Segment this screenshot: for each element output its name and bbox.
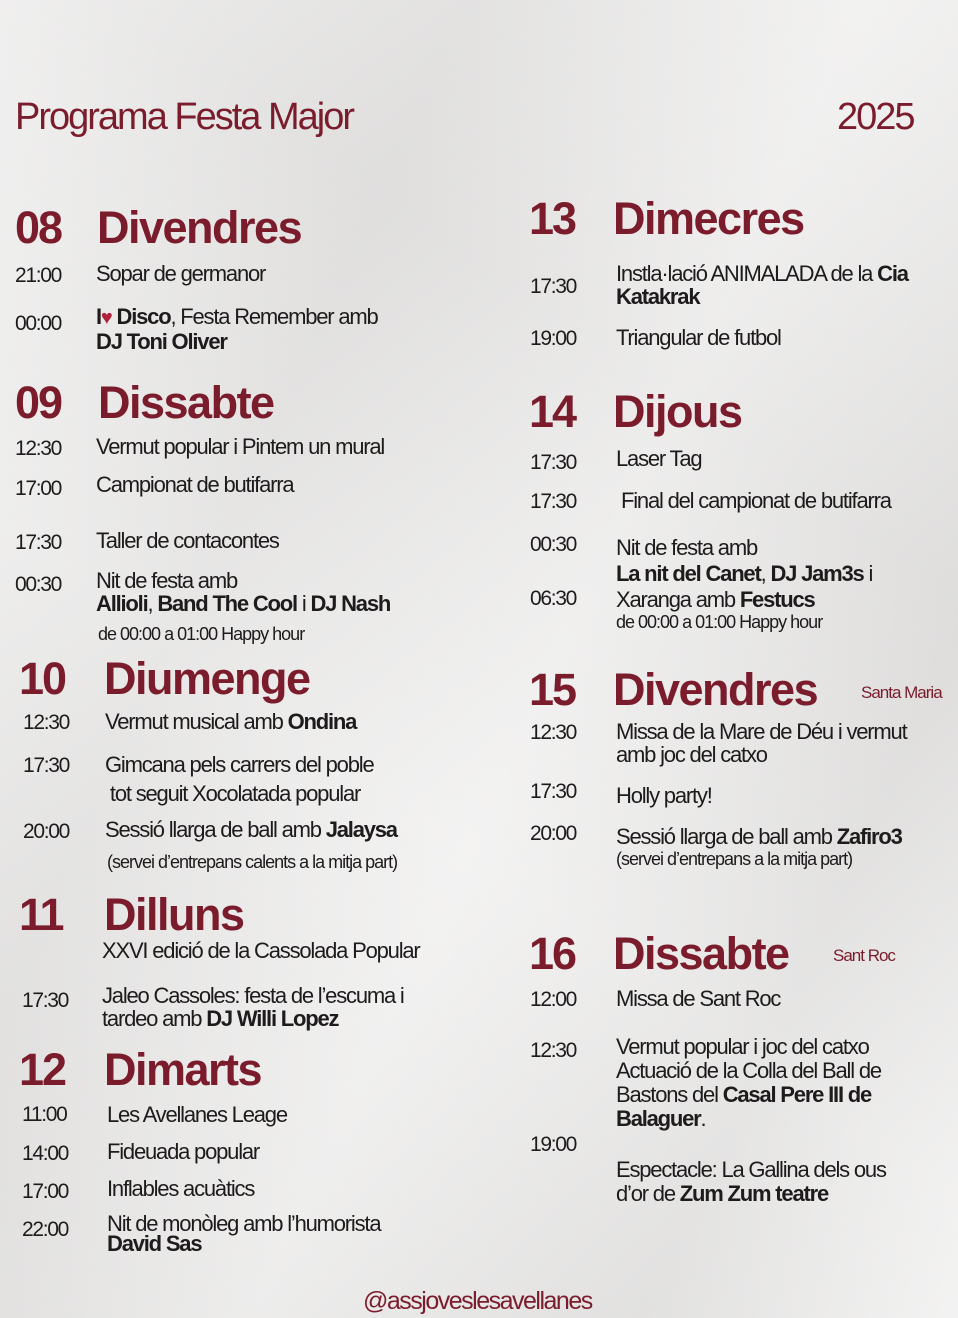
event-text: XXVI edició de la Cassolada Popular <box>102 938 420 963</box>
event-time: 12:30 <box>530 1039 577 1062</box>
event-text: Laser Tag <box>616 446 702 471</box>
event-time: 14:00 <box>22 1142 69 1165</box>
event-time: 17:00 <box>15 477 62 500</box>
social-handle: @assjoveslesavellanes <box>363 1287 592 1315</box>
day-name: Dimecres <box>613 193 804 244</box>
day-number: 10 <box>19 653 66 704</box>
day-name: Divendres <box>97 202 302 253</box>
event-text: Nit de festa amb La nit del Canet, DJ Jam3s i Xaranga amb Festucs <box>616 535 873 612</box>
day-number: 11 <box>19 889 63 940</box>
event-text: Campionat de butifarra <box>96 472 294 497</box>
day-number: 13 <box>529 193 576 244</box>
page-year: 2025 <box>837 96 914 138</box>
day-name: Diumenge <box>104 653 310 704</box>
event-text: Instla·lació ANIMALADA de la Cia Katakrak <box>616 261 908 309</box>
event-time: 17:30 <box>23 754 70 777</box>
day-number: 08 <box>15 202 62 253</box>
event-time: 20:00 <box>530 822 577 845</box>
event-time: 00:00 <box>15 312 62 335</box>
day-number: 16 <box>529 928 576 979</box>
event-time: 21:00 <box>15 264 62 287</box>
event-time: 17:30 <box>530 780 577 803</box>
event-time: 00:30 <box>530 533 577 556</box>
event-text: Sessió llarga de ball amb Zafiro3 <box>616 824 902 849</box>
event-text: Nit de festa amb Allioli, Band The Cool i DJ Nash <box>96 568 391 616</box>
event-text: Triangular de futbol <box>616 325 781 350</box>
page-title: Programa Festa Major <box>15 96 354 138</box>
day-name: Dilluns <box>104 889 244 940</box>
day-name: Dimarts <box>104 1044 262 1095</box>
event-text: Jaleo Cassoles: festa de l’escuma i tardeo amb DJ Willi Lopez <box>102 983 404 1031</box>
event-time: 12:30 <box>530 721 577 744</box>
event-text: Final del campionat de butifarra <box>621 488 891 513</box>
event-text: Fideuada popular <box>107 1139 260 1164</box>
day-patron-tag: Santa Maria <box>861 683 942 702</box>
event-text: Les Avellanes Leage <box>107 1102 287 1127</box>
day-name: Dijous <box>613 386 742 437</box>
event-time: 12:30 <box>23 711 70 734</box>
event-time: 19:00 <box>530 327 577 350</box>
day-number: 09 <box>15 377 62 428</box>
day-patron-tag: Sant Roc <box>833 946 895 965</box>
event-text: Missa de Sant Roc <box>616 986 781 1011</box>
event-time: 17:30 <box>530 451 577 474</box>
event-text: Inflables acuàtics <box>107 1176 255 1201</box>
event-time: 00:30 <box>15 573 62 596</box>
event-time: 20:00 <box>23 820 70 843</box>
event-time: 17:30 <box>15 531 62 554</box>
event-text: Vermut musical amb Ondina <box>105 709 357 734</box>
heart-icon: ♥ <box>100 307 112 329</box>
event-text: Missa de la Mare de Déu i vermut amb joc del catxo <box>616 719 907 767</box>
event-note: de 00:00 a 01:00 Happy hour <box>616 612 823 632</box>
event-text: Nit de monòleg amb l’humorista David Sas <box>107 1211 381 1256</box>
event-time: 06:30 <box>530 587 577 610</box>
event-text: Sessió llarga de ball amb Jalaysa <box>105 817 397 842</box>
event-time: 17:30 <box>22 989 69 1012</box>
day-name: Dissabte <box>98 377 274 428</box>
day-name: Divendres <box>613 664 818 715</box>
event-time: 17:30 <box>530 490 577 513</box>
event-text: Vermut popular i joc del catxo Actuació de la Colla del Ball de Bastons del Casal Pere III de Balaguer. <box>616 1034 881 1131</box>
event-time: 19:00 <box>530 1133 577 1156</box>
event-text: Espectacle: La Gallina dels ous d’or de Zum Zum teatre <box>616 1157 886 1206</box>
event-time: 17:30 <box>530 275 577 298</box>
day-number: 15 <box>529 664 576 715</box>
day-name: Dissabte <box>613 928 789 979</box>
day-number: 14 <box>529 386 576 437</box>
event-time: 22:00 <box>22 1218 69 1241</box>
event-text: Holly party! <box>616 783 712 808</box>
event-text: I♥ Disco, Festa Remember amb DJ Toni Oliver <box>96 304 378 354</box>
day-number: 12 <box>19 1044 66 1095</box>
event-text: Taller de contacontes <box>96 528 279 553</box>
event-note: de 00:00 a 01:00 Happy hour <box>98 624 305 644</box>
event-time: 12:30 <box>15 437 62 460</box>
event-time: 12:00 <box>530 988 577 1011</box>
event-text: Vermut popular i Pintem un mural <box>96 434 385 459</box>
event-text: Sopar de germanor <box>96 261 266 286</box>
event-note: (servei d’entrepans calents a la mitja part) <box>107 852 398 872</box>
event-time: 11:00 <box>22 1103 67 1126</box>
event-text: Gimcana pels carrers del poble tot seguit Xocolatada popular <box>105 752 374 806</box>
event-time: 17:00 <box>22 1180 69 1203</box>
event-note: (servei d’entrepans a la mitja part) <box>616 849 853 869</box>
